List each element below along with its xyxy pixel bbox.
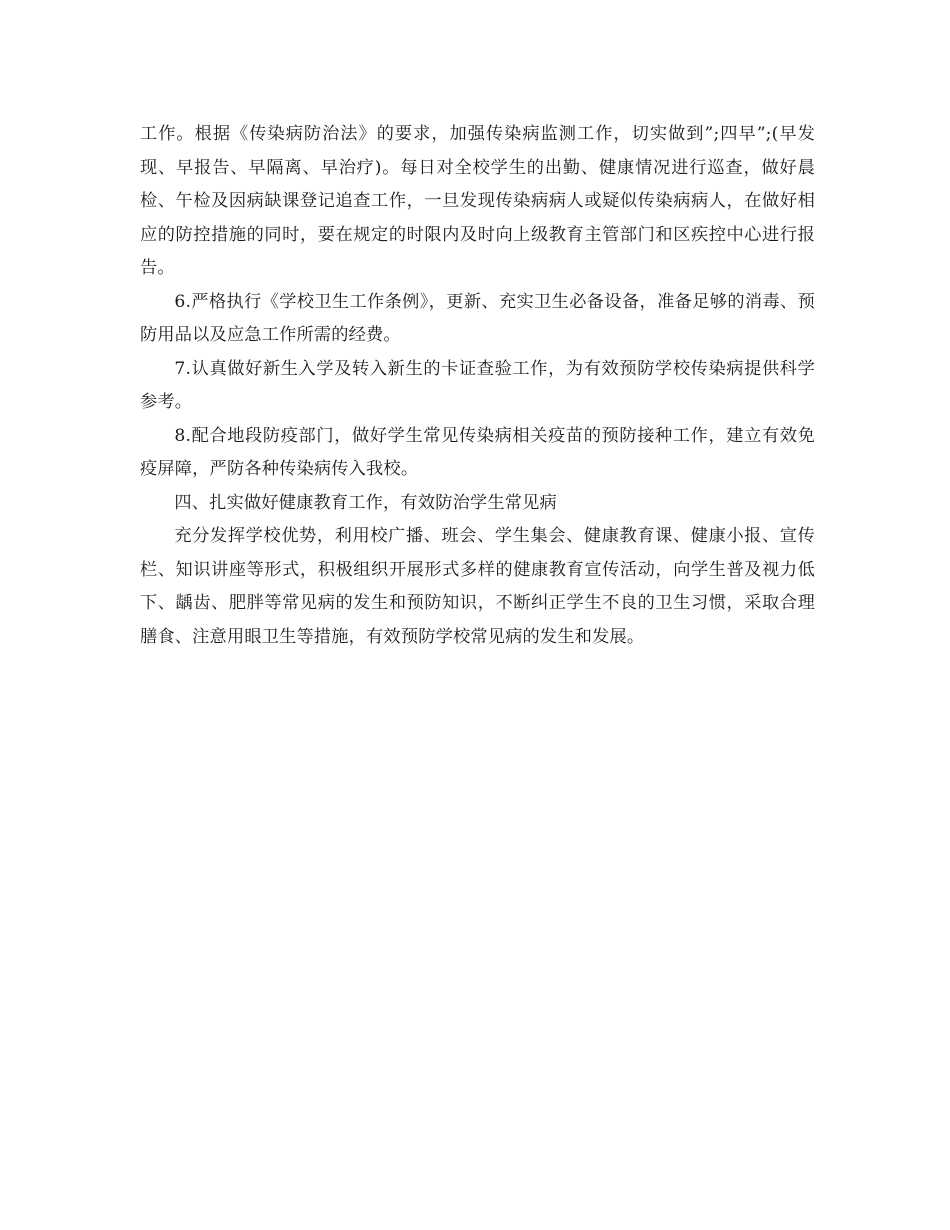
section-heading-health-education: 四、扎实做好健康教育工作，有效防治学生常见病 — [174, 492, 557, 513]
document-body — [140, 118, 815, 654]
paragraph-item-8: 8.配合地段防疫部门，做好学生常见传染病相关疫苗的预防接种工作，建立有效免疫屏障，严防各种传染病传入我校。 — [140, 425, 815, 479]
paragraph-item-6: 6.严格执行《学校卫生工作条例》，更新、充实卫生必备设备，准备足够的消毒、预防用品以及应急工作所需的经费。 — [140, 291, 815, 345]
paragraph-health-education: 充分发挥学校优势，利用校广播、班会、学生集会、健康教育课、健康小报、宣传栏、知识讲座等形式，积极组织开展形式多样的健康教育宣传活动，向学生普及视力低下、龋齿、肥胖等常见病的发生和预防知识，不断纠正学生不良的卫生习惯，采取合理膳食、注意用眼卫生等措施，有效预防学校常见病的发生和发展。 — [140, 526, 815, 647]
paragraph-outbreak-monitoring: 工作。根据《传染病防治法》的要求，加强传染病监测工作，切实做到”;四早”;(早发现、早报告、早隔离、早治疗)。每日对全校学生的出勤、健康情况进行巡查，做好晨检、午检及因病缺课登记追查工作，一旦发现传染病病人或疑似传染病病人，在做好相应的防控措施的同时，要在规定的时限内及时向上级教育主管部门和区疾控中心进行报告。 — [140, 124, 815, 278]
paragraph-item-7: 7.认真做好新生入学及转入新生的卡证查验工作，为有效预防学校传染病提供科学参考。 — [140, 358, 815, 412]
